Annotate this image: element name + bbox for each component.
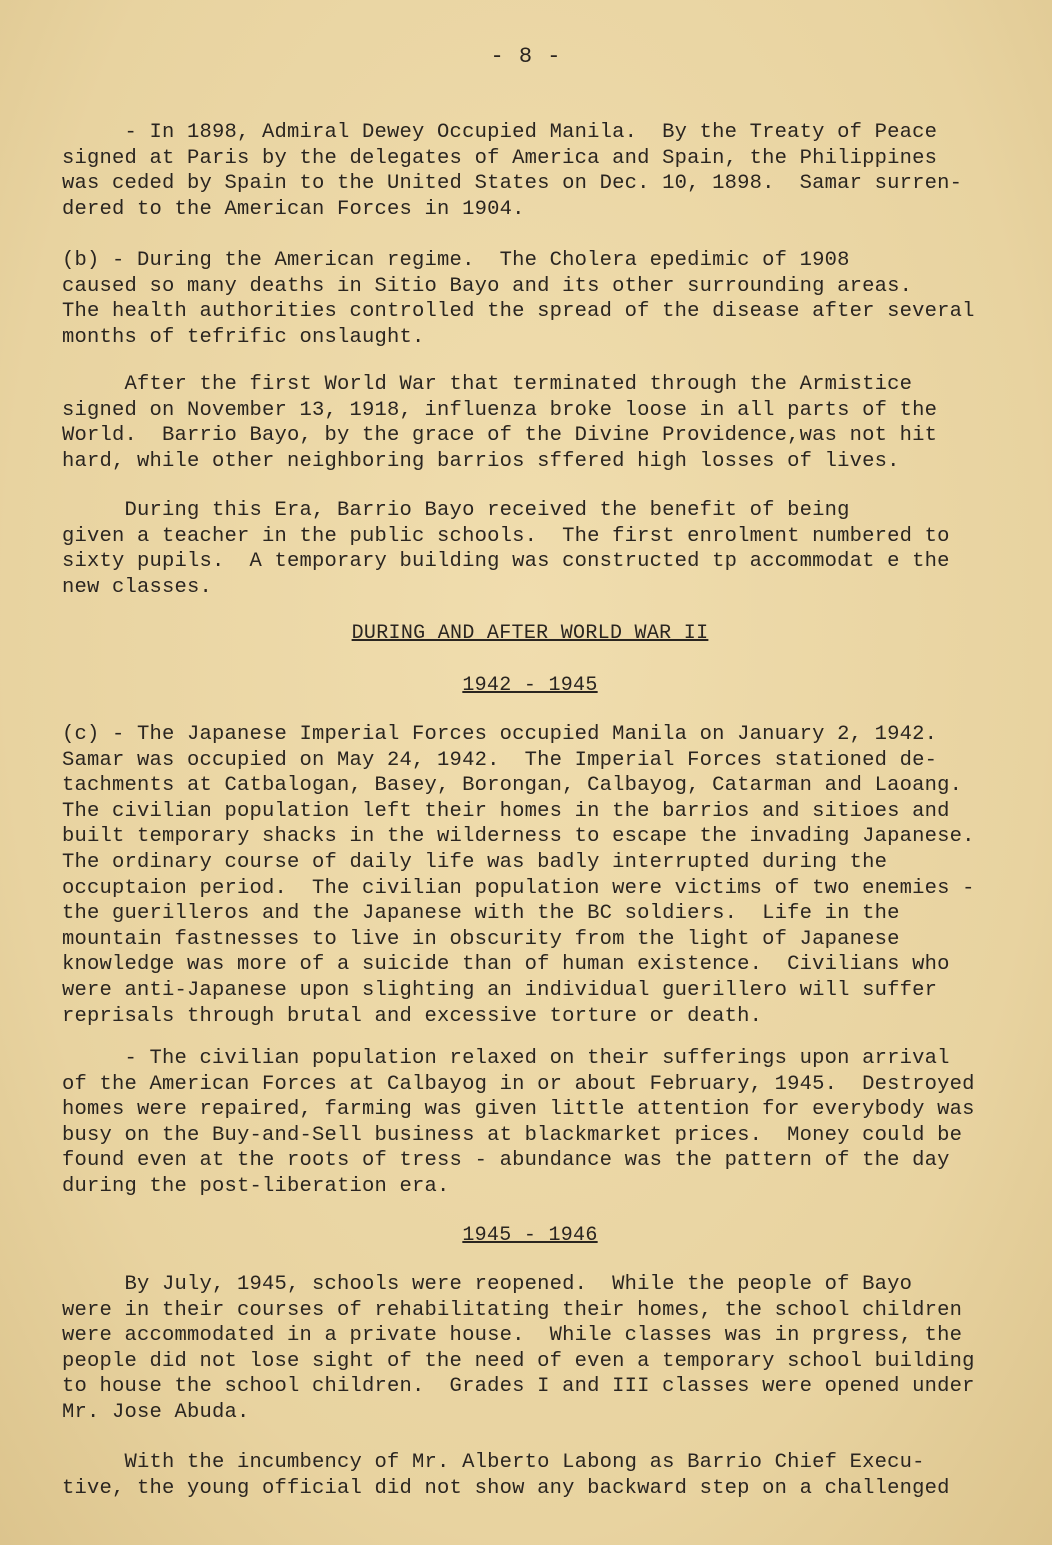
paragraph-labong: With the incumbency of Mr. Alberto Labong as Barrio Chief Execu- tive, the young official did not show any backward step on a challenged — [62, 1451, 950, 1500]
paragraph-schools-reopened: By July, 1945, schools were reopened. While the people of Bayo were in their courses of rehabilitating their homes, the school children were accommodated in a private house. While classes was in prgress, the people did not lose sight of the need of even a temporary school building to house the school children. Grades I and III classes were opened under Mr. Jose Abuda. — [62, 1273, 975, 1424]
heading-1945-1946: 1945 - 1946 — [462, 1224, 598, 1247]
heading-1942-1945: 1942 - 1945 — [462, 674, 598, 697]
paragraph-american-regime: (b) - During the American regime. The Cholera epedimic of 1908 caused so many deaths in Sitio Bayo and its other surrounding areas. The health authorities controlled the spread of the disease after several months of tefrific onslaught. — [62, 249, 975, 349]
page-number: - 8 - — [490, 44, 562, 69]
heading-world-war-ii: DURING AND AFTER WORLD WAR II — [351, 622, 709, 645]
paragraph-japanese-occupation: (c) - The Japanese Imperial Forces occupied Manila on January 2, 1942. Samar was occupied on May 24, 1942. The Imperial Forces stationed de- tachments at Catbalogan, Basey, Borongan, Calbayog, Catarman and Laoang. The civilian population left their homes in the barrios and sitioes and built temporary shacks in the wilderness to escape the invading Japanese. The ordinary course of daily life was badly interrupted during the occuptaion period. The civilian population were victims of two enemies - the guerilleros and the Japanese with the BC soldiers. Life in the mountain fastnesses to live in obscurity from the light of Japanese knowledge was more of a suicide than of human existence. Civilians who were anti-Japanese upon slighting an individual guerillero will suffer reprisals through brutal and excessive torture or death. — [62, 723, 975, 1028]
paragraph-liberation: - The civilian population relaxed on their sufferings upon arrival of the American Forces at Calbayog in or about February, 1945. Destroyed homes were repaired, farming was given little attention for everybody was busy on the Buy-and-Sell business at blackmarket prices. Money could be found even at the roots of tress - abundance was the pattern of the day during the post-liberation era. — [62, 1047, 975, 1198]
paragraph-dewey: - In 1898, Admiral Dewey Occupied Manila. By the Treaty of Peace signed at Paris by the delegates of America and Spain, the Philippines was ceded by Spain to the United States on Dec. 10, 1898. Samar surren- dered to the American Forces in 1904. — [62, 121, 963, 221]
paragraph-teacher: During this Era, Barrio Bayo received the benefit of being given a teacher in the public schools. The first enrolment numbered to sixty pupils. A temporary building was constructed tp accommodat e the new classes. — [62, 499, 950, 599]
paragraph-influenza: After the first World War that terminated through the Armistice signed on November 13, 1918, influenza broke loose in all parts of the World. Barrio Bayo, by the grace of the Divine Providence,was not hit hard, while other neighboring barrios sffered high losses of lives. — [62, 373, 938, 473]
